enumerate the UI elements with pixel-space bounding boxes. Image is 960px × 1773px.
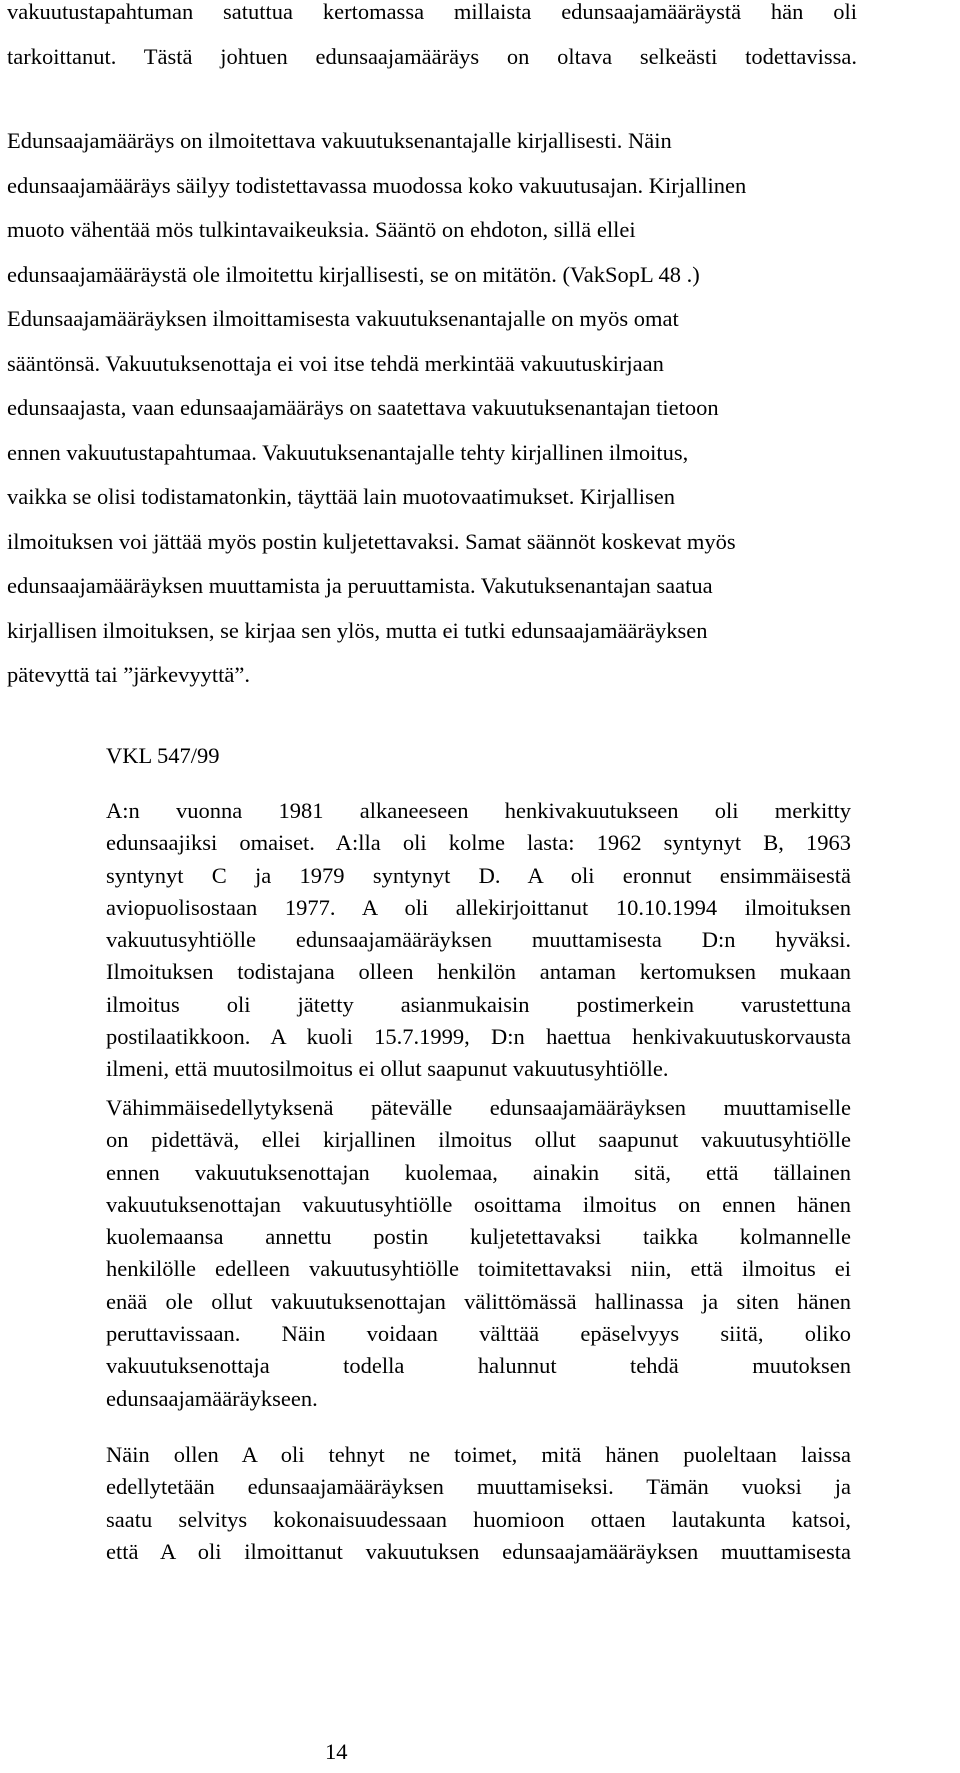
text-line: vaikka se olisi todistamatonkin, täyttää lain muotovaatimukset. Kirjallisen <box>7 484 675 509</box>
case-heading: VKL 547/99 <box>106 743 220 768</box>
text-line: tarkoittanut. Tästä johtuen edunsaajamääräys on oltava selkeästi todettavissa. <box>7 43 857 69</box>
text-line: postilaatikkoon. A kuoli 15.7.1999, D:n haettua henkivakuutuskorvausta <box>106 1024 851 1050</box>
text-line: edunsaajamääräystä ole ilmoitettu kirjallisesti, se on mitätön. (VakSopL 48 .) <box>7 261 700 287</box>
text-line: edunsaajamääräykseen. <box>106 1385 318 1411</box>
text-line: edunsaajasta, vaan edunsaajamääräys on saatettava vakuutuksenantajan tietoon <box>7 395 719 420</box>
intro-paragraph <box>7 0 857 79</box>
text-line: muoto vähentää mös tulkintavaikeuksia. Sääntö on ehdoton, sillä ellei <box>7 217 636 242</box>
text-line: vakuutusyhtiölle edunsaajamääräyksen muuttamisesta D:n hyväksi. <box>106 927 851 953</box>
text-line: vakuutuksenottajan vakuutusyhtiölle osoittama ilmoitus on ennen hänen <box>106 1191 851 1217</box>
text-line: Edunsaajamääräyksen ilmoittamisesta vakuutuksenantajalle on myös omat <box>7 306 679 331</box>
case-paragraph-facts <box>106 795 851 1086</box>
main-paragraph <box>7 119 857 698</box>
case-paragraph-reasoning <box>106 1092 851 1415</box>
text-line: ennen vakuutuksenottajan kuolemaa, ainakin sitä, että tällainen <box>106 1159 851 1185</box>
text-line: edellytetään edunsaajamääräyksen muuttamiseksi. Tämän vuoksi ja <box>106 1474 851 1500</box>
text-line: vakuutuksenottaja todella halunnut tehdä muutoksen <box>106 1353 851 1379</box>
text-line: saatu selvitys kokonaisuudessaan huomioon ottaen lautakunta katsoi, <box>106 1506 851 1532</box>
text-line: sääntönsä. Vakuutuksenottaja ei voi itse tehdä merkintää vakuutuskirjaan <box>7 350 664 376</box>
text-line: henkilölle edelleen vakuutusyhtiölle toimitettavaksi niin, että ilmoitus ei <box>106 1256 851 1282</box>
text-line: syntynyt C ja 1979 syntynyt D. A oli eronnut ensimmäisestä <box>106 862 851 888</box>
text-line: aviopuolisostaan 1977. A oli allekirjoittanut 10.10.1994 ilmoituksen <box>106 894 851 920</box>
text-line: A:n vuonna 1981 alkaneeseen henkivakuutukseen oli merkitty <box>106 798 851 823</box>
text-line: pätevyttä tai ”järkevyyttä”. <box>7 662 251 687</box>
text-line: ennen vakuutustapahtumaa. Vakuutuksenantajalle tehty kirjallinen ilmoitus, <box>7 439 689 465</box>
text-line: peruttavissaan. Näin voidaan välttää epäselvyys siitä, oliko <box>106 1321 851 1347</box>
text-line: kuolemaansa annettu postin kuljetettavaksi taikka kolmannelle <box>106 1224 851 1250</box>
text-line: Vähimmäisedellytyksenä pätevälle edunsaajamääräyksen muuttamiselle <box>106 1095 851 1120</box>
case-paragraph-conclusion <box>106 1439 851 1568</box>
text-line: enää ole ollut vakuutuksenottajan välittömässä hallinassa ja siten hänen <box>106 1288 851 1314</box>
text-line: Edunsaajamääräys on ilmoitettava vakuutuksenantajalle kirjallisesti. Näin <box>7 128 672 153</box>
text-line: edunsaajiksi omaiset. A:lla oli kolme lasta: 1962 syntynyt B, 1963 <box>106 830 851 856</box>
text-line: ilmoitus oli jätetty asianmukaisin postimerkein varustettuna <box>106 991 851 1017</box>
text-line: ilmeni, että muutosilmoitus ei ollut saapunut vakuutusyhtiölle. <box>106 1056 669 1082</box>
text-line: että A oli ilmoittanut vakuutuksen edunsaajamääräyksen muuttamisesta <box>106 1538 851 1564</box>
text-line: Näin ollen A oli tehnyt ne toimet, mitä hänen puoleltaan laissa <box>106 1442 851 1467</box>
text-line: edunsaajamääräyksen muuttamista ja peruuttamista. Vakutuksenantajan saatua <box>7 573 713 598</box>
text-line: vakuutustapahtuman satuttua kertomassa millaista edunsaajamääräystä hän oli <box>7 0 857 24</box>
text-line: on pidettävä, ellei kirjallinen ilmoitus ollut saapunut vakuutusyhtiölle <box>106 1127 851 1153</box>
page-number: 14 <box>325 1739 348 1764</box>
text-line: edunsaajamääräys säilyy todistettavassa muodossa koko vakuutusajan. Kirjallinen <box>7 172 747 198</box>
text-line: kirjallisen ilmoituksen, se kirjaa sen ylös, mutta ei tutki edunsaajamääräyksen <box>7 617 708 643</box>
text-line: Ilmoituksen todistajana olleen henkilön antaman kertomuksen mukaan <box>106 959 851 985</box>
text-line: ilmoituksen voi jättää myös postin kuljetettavaksi. Samat säännöt koskevat myös <box>7 528 736 554</box>
